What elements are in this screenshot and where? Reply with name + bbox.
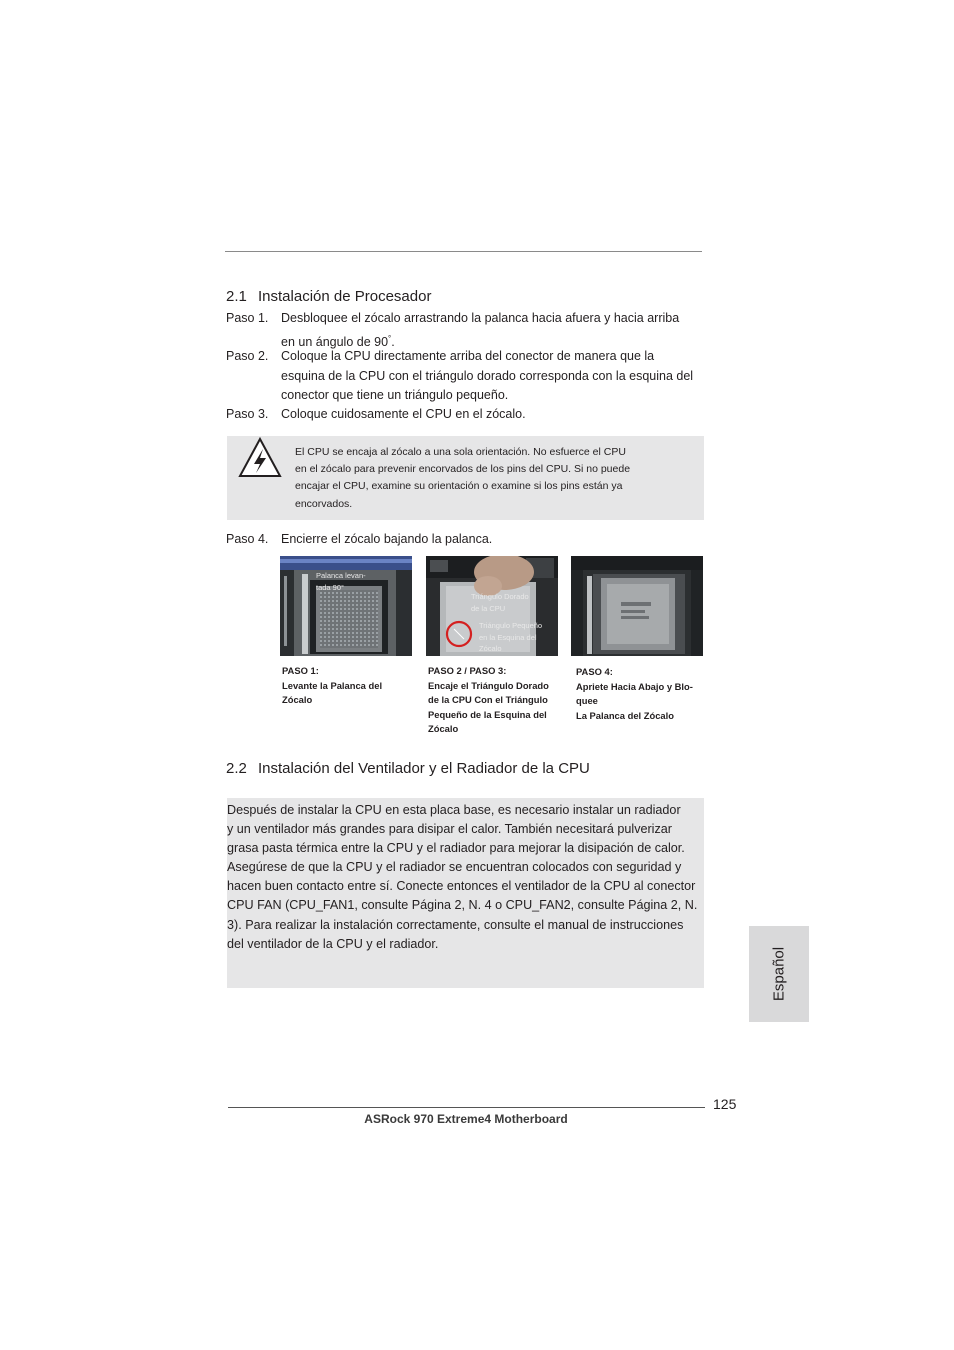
section-title: Instalación del Ventilador y el Radiador de la CPU xyxy=(258,760,590,777)
paragraph-line: y un ventilador más grandes para disipar el calor. También necesitará pulverizar xyxy=(227,822,672,837)
header-rule xyxy=(225,251,702,252)
section-heading-2-2 xyxy=(226,760,590,777)
photo-cpu-placement xyxy=(426,556,558,656)
step-text: Encierre el zócalo bajando la palanca. xyxy=(281,532,493,546)
step-4 xyxy=(226,530,706,550)
step-label: Paso 2. xyxy=(226,349,269,363)
photo-overlay-label-gold: Triángulo Dorado de la CPU xyxy=(471,592,529,613)
step-label: Paso 1. xyxy=(226,311,269,325)
section-number: 2.2 xyxy=(226,760,247,777)
step-3 xyxy=(226,405,706,425)
paragraph-line: grasa pasta térmica entre la CPU y el radiador para mejorar la disipación de calor. xyxy=(227,841,685,856)
step-text-line: Coloque la CPU directamente arriba del conector de manera que la xyxy=(281,349,655,363)
footer-product-name: ASRock 970 Extreme4 Motherboard xyxy=(364,1112,568,1126)
step-label: Paso 3. xyxy=(226,407,269,421)
page-number: 125 xyxy=(713,1096,737,1112)
section-heading-2-1 xyxy=(226,288,431,305)
photo-overlay-label-small: Triángulo Pequeño en la Esquina del Zócalo xyxy=(479,621,543,653)
step-1 xyxy=(226,309,706,352)
caption-step-1: PASO 1: Levante la Palanca del Zócalo xyxy=(282,665,383,706)
paragraph-line: 3). Para realizar la instalación correctamente, consulte el manual de instrucciones xyxy=(227,917,684,932)
section-number: 2.1 xyxy=(226,288,247,305)
step-2 xyxy=(226,347,706,406)
footer-rule xyxy=(228,1107,705,1108)
note-line: El CPU se encaja al zócalo a una sola orientación. No esfuerce el CPU xyxy=(295,446,626,458)
photo-cpu-installed xyxy=(571,556,703,656)
caption-step-4: PASO 4: Apriete Hacia Abajo y Blo- quee La Palanca del Zócalo xyxy=(576,666,693,721)
section-title: Instalación de Procesador xyxy=(258,288,432,305)
paragraph-line: del ventilador de la CPU y el radiador. xyxy=(227,936,439,951)
fan-heatsink-paragraph xyxy=(227,801,711,954)
warning-icon xyxy=(237,436,283,482)
language-side-tab xyxy=(749,926,809,1022)
caution-note-text xyxy=(295,444,665,513)
language-label: Español xyxy=(770,946,788,1002)
note-line: encajar el CPU, examine su orientación o examine si los pins están ya xyxy=(295,480,623,493)
caption-step-2-3: PASO 2 / PASO 3: Encaje el Triángulo Dorado de la CPU Con el Triángulo Pequeño de la Esquina del Zócalo xyxy=(428,665,549,735)
step-text: Coloque cuidosamente el CPU en el zócalo. xyxy=(281,407,526,421)
note-line: en el zócalo para prevenir encorvados de los pins del CPU. Si no puede xyxy=(295,463,631,476)
step-text-cont: en un ángulo de 90°. xyxy=(281,333,395,349)
paragraph-line: hacen buen contacto entre sí. Conecte entonces el ventilador de la CPU al conector xyxy=(227,879,696,894)
photo-overlay-label: Palanca levan- tada 90° xyxy=(316,571,366,592)
step-text: Desbloquee el zócalo arrastrando la palanca hacia afuera y hacia arriba xyxy=(281,311,680,325)
photo-socket-lever-up xyxy=(280,556,412,656)
step-text-line: conector que tiene un triángulo pequeño. xyxy=(281,388,509,402)
paragraph-line: Después de instalar la CPU en esta placa base, es necesario instalar un radiador xyxy=(227,803,681,817)
paragraph-line: Asegúrese de que la CPU y el radiador se encuentran colocados con seguridad y xyxy=(227,860,682,875)
step-label: Paso 4. xyxy=(226,532,269,546)
step-text-line: esquina de la CPU con el triángulo dorado corresponda con la esquina del xyxy=(281,368,694,383)
paragraph-line: CPU FAN (CPU_FAN1, consulte Página 2, N. 4 o CPU_FAN2, consulte Página 2, N. xyxy=(227,898,698,913)
note-line: encorvados. xyxy=(295,497,353,510)
